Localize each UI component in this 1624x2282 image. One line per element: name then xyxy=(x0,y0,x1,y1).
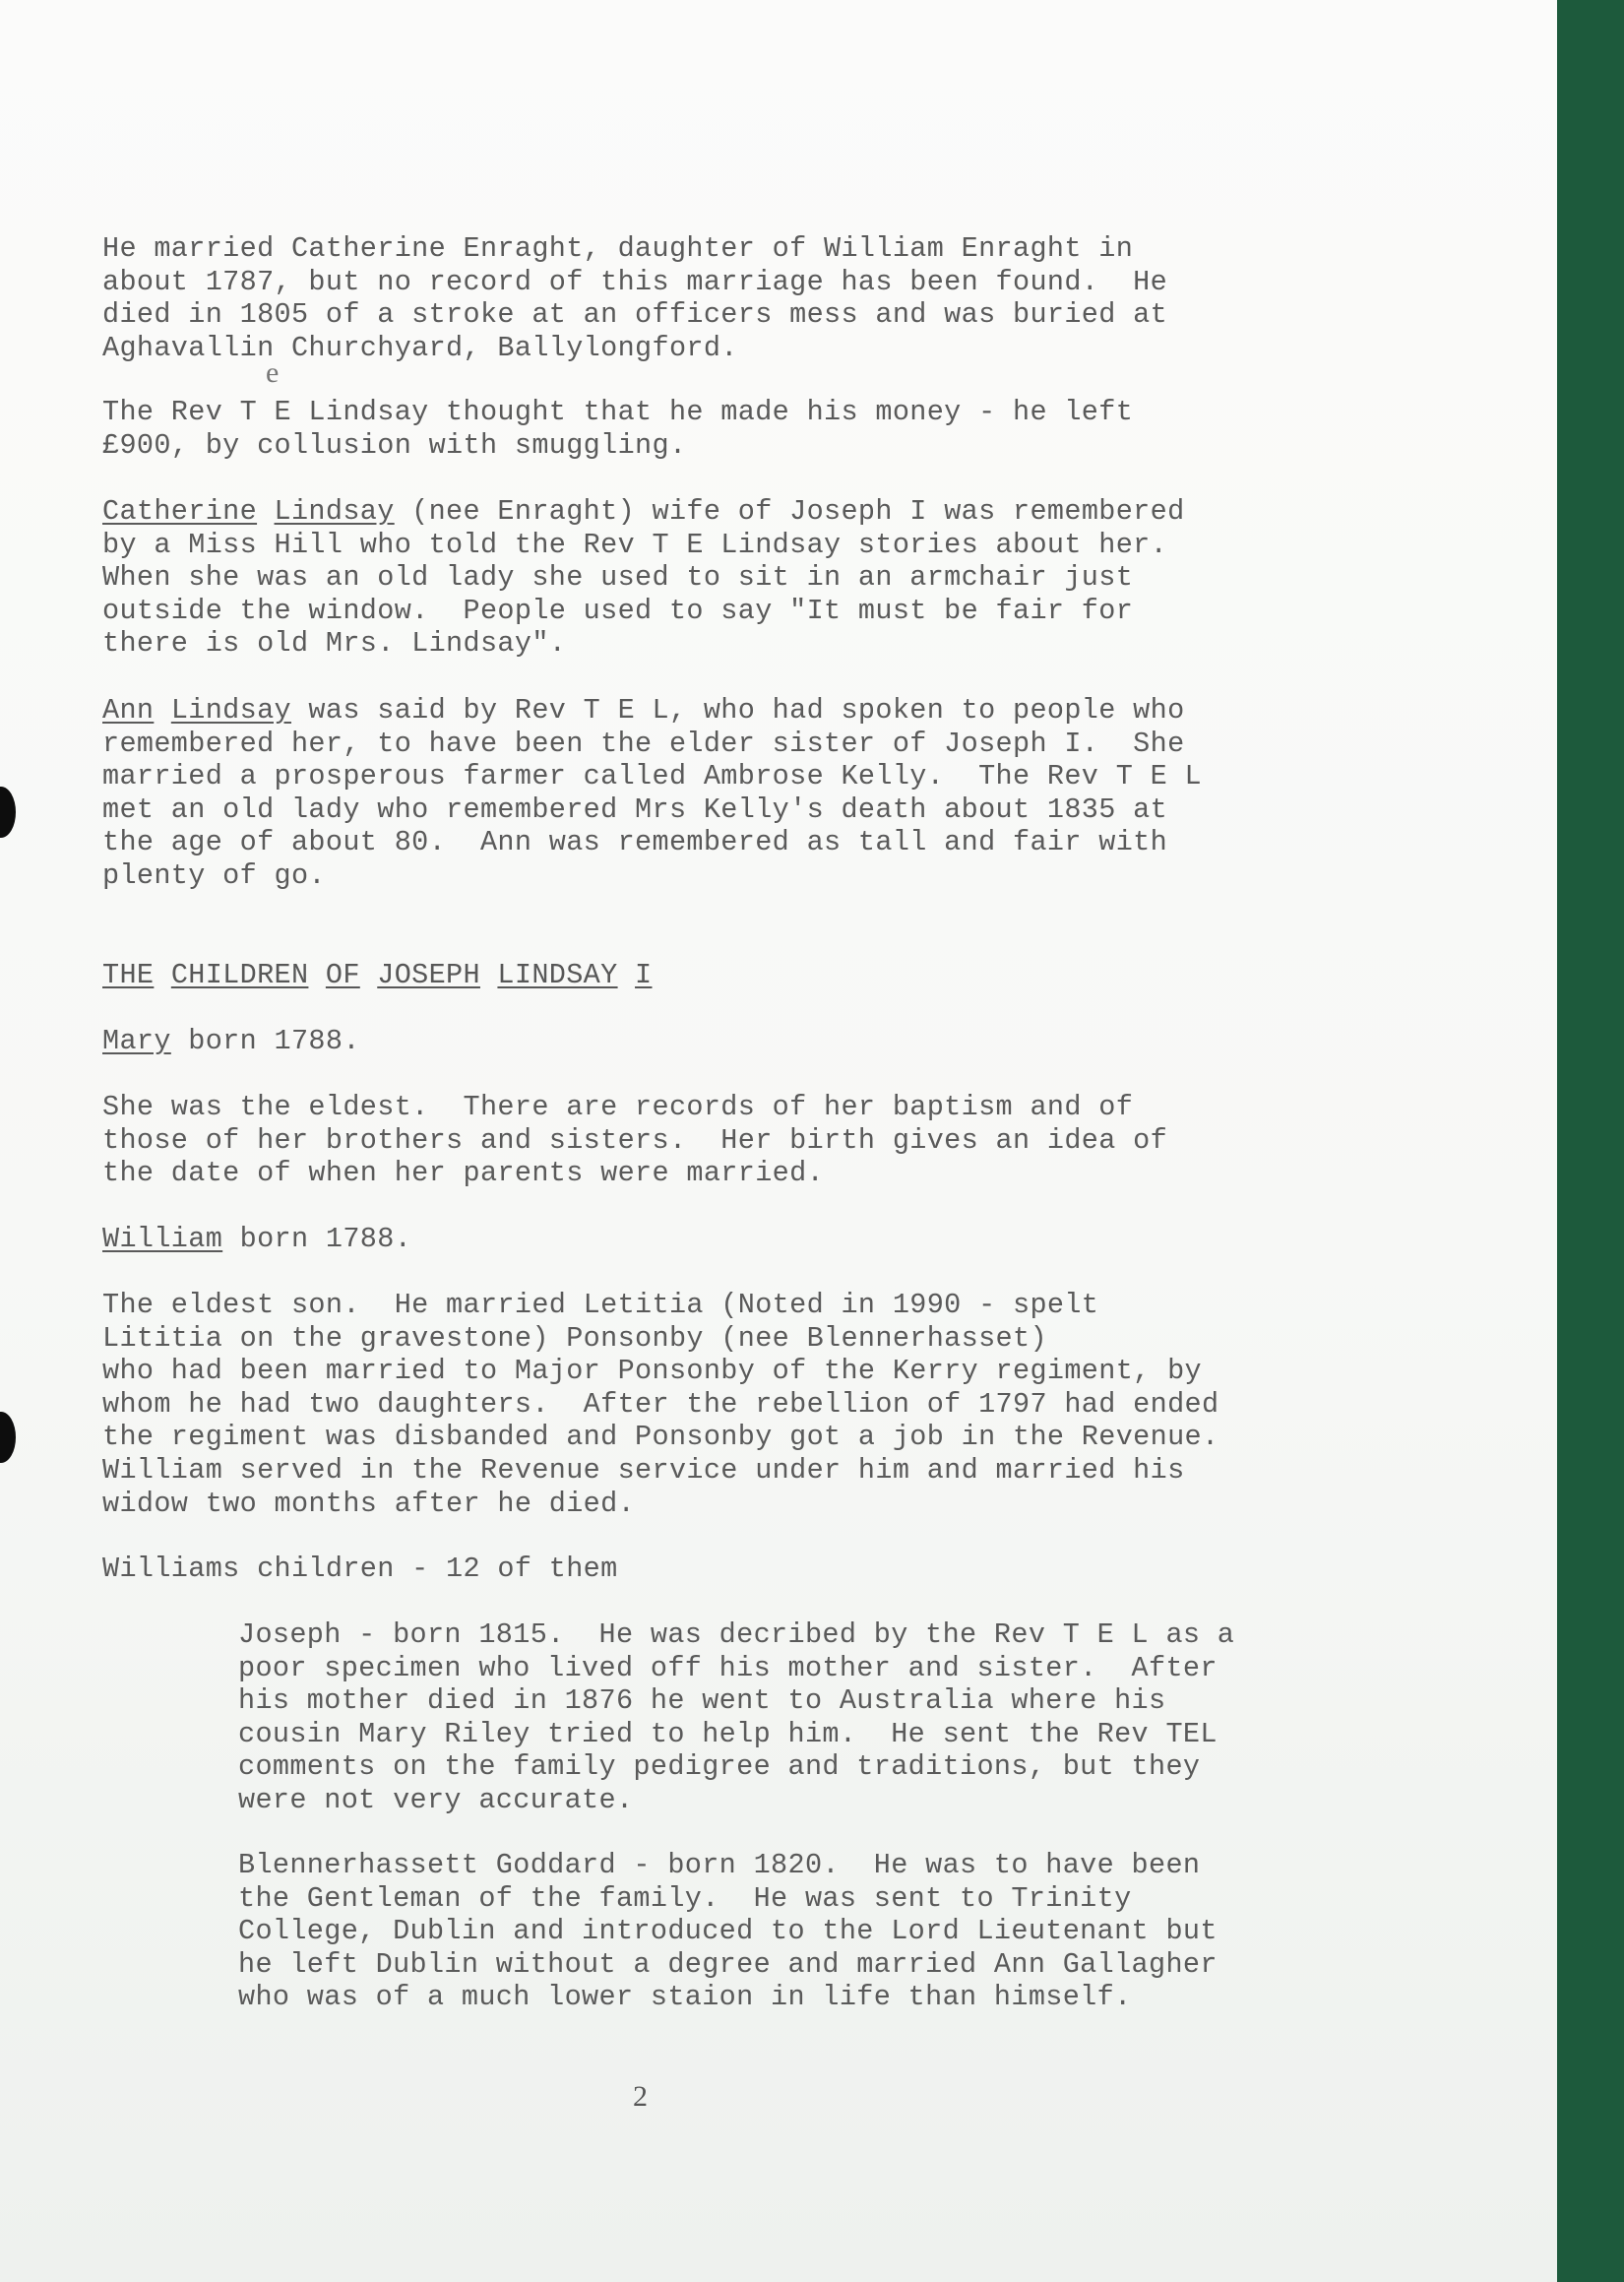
section-heading: THE CHILDREN OF JOSEPH LINDSAY I xyxy=(102,959,653,991)
paragraph-marriage: He married Catherine Enraght, daughter of William Enraght in about 1787, but no record of this marriage has been found. He died in 1805 of a stroke at an officers mess and was buried at Aghavallin Churchyard, Ballylongford. xyxy=(102,232,1168,364)
page-number: 2 xyxy=(633,2080,649,2113)
name-william: William xyxy=(102,1223,223,1255)
entry-mary: Mary born 1788. xyxy=(102,1025,360,1057)
paragraph-smuggling: The Rev T E Lindsay thought that he made his money - he left £900, by collusion with smuggling. xyxy=(102,396,1134,462)
name-catherine: Catherine xyxy=(102,495,258,528)
paragraph-blennerhassett: Blennerhassett Goddard - born 1820. He was to have been the Gentleman of the family. He was sent to Trinity College, Dublin and introduced to the Lord Lieutenant but he left Dublin without a degree and married Ann Gallagher who was of a much lower staion in life than himself. xyxy=(238,1849,1218,2014)
paragraph-mary: She was the eldest. There are records of her baptism and of those of her brothers and sisters. Her birth gives an idea of the date of when her parents were married. xyxy=(102,1091,1168,1190)
handwritten-correction: e xyxy=(266,356,280,389)
paragraph-catherine: Catherine Lindsay (nee Enraght) wife of Joseph I was remembered by a Miss Hill who told the Rev T E Lindsay stories about her. When she was an old lady she used to sit in an armchair just outside the window. People used to say "It must be fair for there is old Mrs. Lindsay". xyxy=(102,495,1185,661)
name-ann: Ann xyxy=(102,694,155,727)
children-heading: Williams children - 12 of them xyxy=(102,1553,618,1585)
paragraph-joseph: Joseph - born 1815. He was decribed by the Rev T E L as a poor specimen who lived off his mother and sister. After his mother died in 1876 he went to Australia where his cousin Mary Riley tried to help him. He sent the Rev TEL comments on the family pedigree and traditions, but they were not very accurate. xyxy=(238,1618,1235,1816)
paragraph-ann: Ann Lindsay was said by Rev T E L, who had spoken to people who remembered her, to have been the elder sister of Joseph I. She married a prosperous farmer called Ambrose Kelly. The Rev T E L met an old lady who remembered Mrs Kelly's death about 1835 at the age of about 80. Ann was remembered as tall and fair with plenty of go. xyxy=(102,694,1202,892)
green-binder-edge xyxy=(1557,0,1624,2282)
name-lindsay: Lindsay xyxy=(274,495,395,528)
punch-hole-upper xyxy=(0,787,16,838)
name-mary: Mary xyxy=(102,1025,171,1057)
paragraph-william: The eldest son. He married Letitia (Noted in 1990 - spelt Lititia on the gravestone) Ponsonby (nee Blennerhasset) who had been married to Major Ponsonby of the Kerry regiment, by whom he had two daughters. After the rebellion of 1797 had ended the regiment was disbanded and Ponsonby got a job in the Revenue. William served in the Revenue service under him and married his widow two months after he died. xyxy=(102,1289,1219,1520)
entry-william: William born 1788. xyxy=(102,1223,412,1255)
punch-hole-lower xyxy=(0,1412,16,1463)
name-lindsay: Lindsay xyxy=(170,694,291,727)
